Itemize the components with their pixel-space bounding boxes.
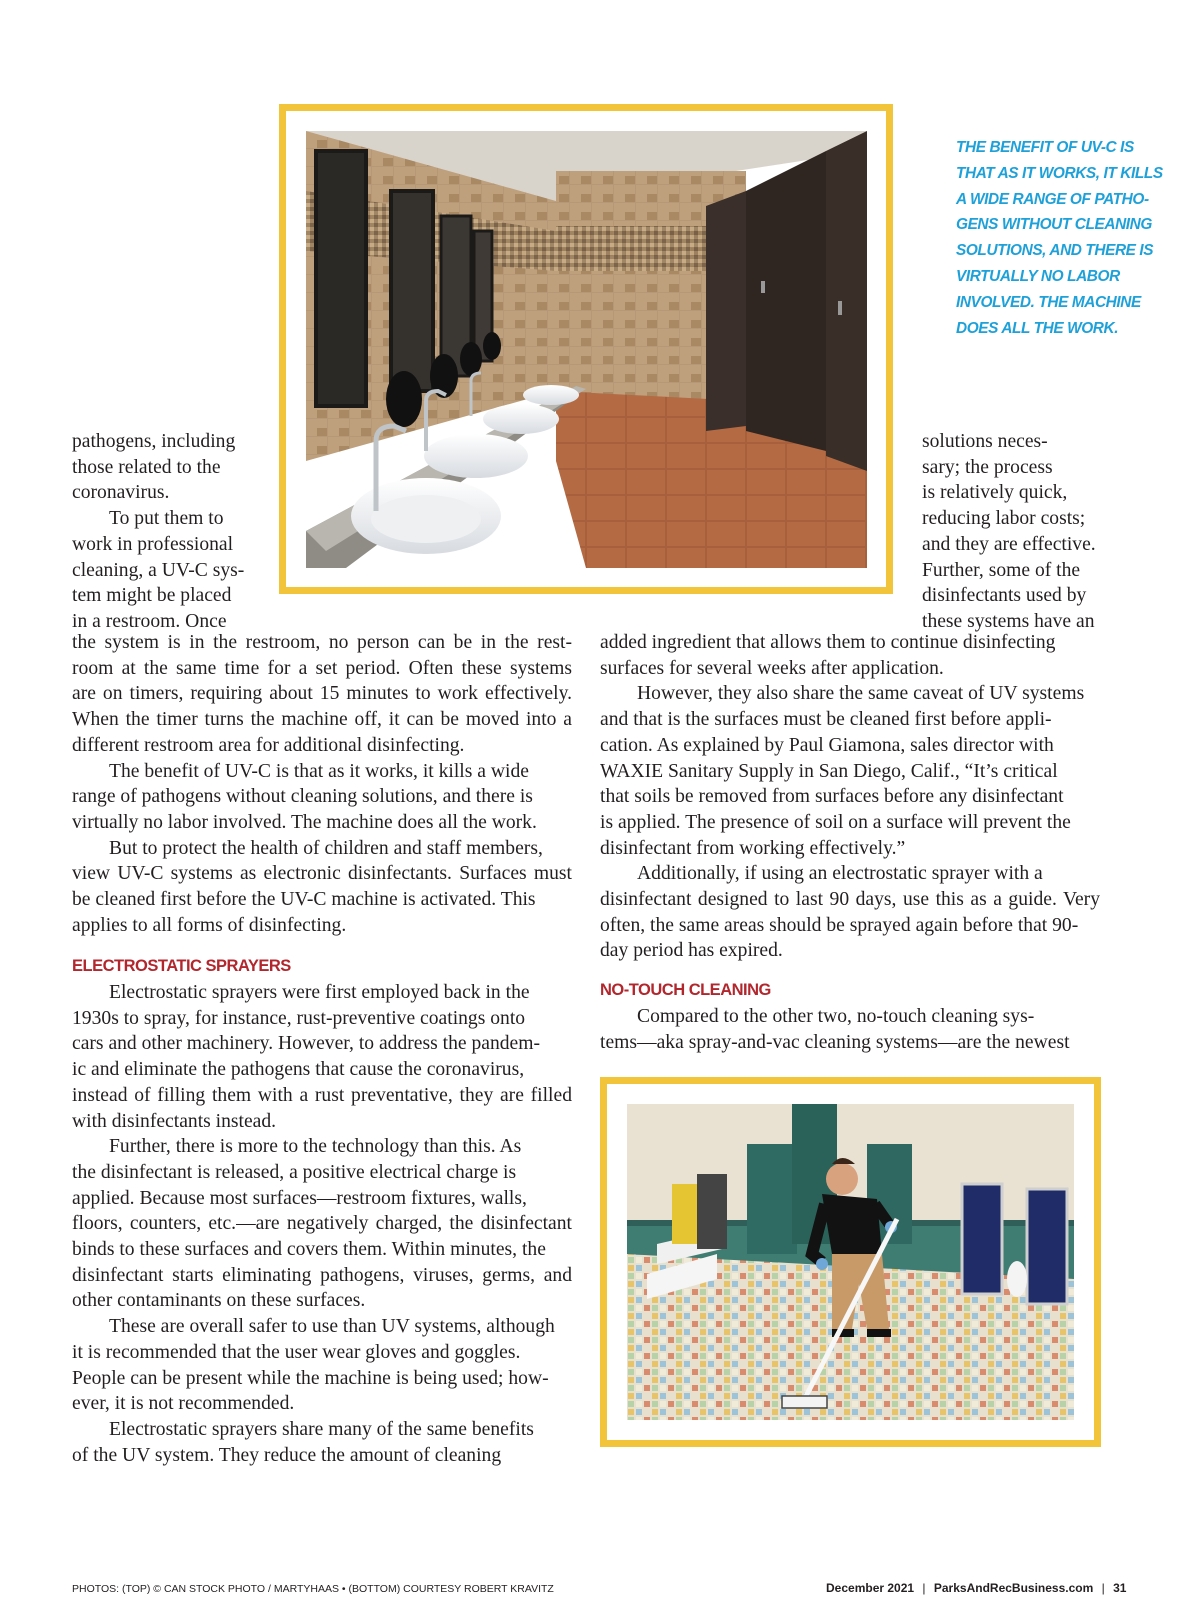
pull-quote-line: THAT AS IT WORKS, IT KILLS [956,164,1163,182]
floor-cleaning-photo [627,1104,1074,1420]
column-1-narrow-text [72,429,247,635]
text-line: tems—aka spray-and-vac cleaning systems—are the newest [600,1031,1070,1053]
column-2-narrow-text [922,429,1102,635]
text-line: cars and other machinery. However, to address the pandem- [72,1033,541,1055]
text-line: surfaces for several weeks after application. [600,657,944,679]
text-line: added ingredient that allows them to continue disinfecting [600,632,1056,653]
text-line: Electrostatic sprayers were first employed back in the [109,982,530,1003]
text-line: ic and eliminate the pathogens that cause the coronavirus, [72,1059,525,1081]
pull-quote-line: THE BENEFIT OF UV-C IS [956,139,1134,156]
text-line: binds to these surfaces and covers them. Within minutes, the [72,1239,546,1261]
text-line: coronavirus. [72,482,170,504]
text-line: solutions neces- [922,431,1048,452]
website: ParksAndRecBusiness.com [933,1581,1094,1595]
text-line: 1930s to spray, for instance, rust-preventive coatings onto [72,1007,526,1029]
pull-quote [956,135,1163,341]
section-heading-no-touch: NO-TOUCH CLEANING [600,981,771,999]
text-line: WAXIE Sanitary Supply in San Diego, Calif., “It’s critical [600,760,1058,782]
column-2-body-a [600,630,1100,964]
text-line: disinfectants used by [922,585,1087,607]
text-line: and they are effective. [922,533,1096,555]
issue-date: December 2021 [826,1581,915,1595]
text-line: room at the same time for a set period. Often these systems [72,657,572,679]
folio-separator: | [922,1581,926,1595]
text-line: Compared to the other two, no-touch cleaning sys- [637,1006,1035,1027]
text-line: work in professional [72,533,234,555]
text-line: often, the same areas should be sprayed again before that 90- [600,914,1079,936]
text-line: range of pathogens without cleaning solutions, and there is [72,786,533,808]
text-line: disinfectant designed to last 90 days, use this as a guide. Very [600,889,1100,911]
pull-quote-line: INVOLVED. THE MACHINE [956,293,1141,311]
text-line: is relatively quick, [922,482,1068,504]
text-line: disinfectant starts eliminating pathogens, viruses, germs, and [72,1264,572,1286]
text-line: those related to the [72,456,221,478]
text-line: Further, there is more to the technology than this. As [109,1136,522,1158]
text-line: is applied. The presence of soil on a surface will prevent the [600,811,1071,833]
text-line: When the timer turns the machine off, it can be moved into a [72,709,572,731]
pull-quote-line: VIRTUALLY NO LABOR [956,267,1120,285]
text-line: virtually no labor involved. The machine does all the work. [72,811,537,833]
text-line: disinfectant from working effectively.” [600,837,906,859]
text-line: that soils be removed from surfaces before any disinfectant [600,786,1064,808]
column-1-body-b [72,980,572,1468]
text-line: These are overall safer to use than UV systems, although [109,1316,555,1338]
text-line: However, they also share the same caveat of UV systems [637,683,1085,705]
text-line: People can be present while the machine is being used; how- [72,1367,549,1389]
text-line: Electrostatic sprayers share many of the same benefits [109,1418,534,1440]
text-line: tem might be placed [72,585,232,607]
text-line: of the UV system. They reduce the amount of cleaning [72,1444,502,1466]
section-heading-electrostatic: ELECTROSTATIC SPRAYERS [72,957,291,975]
page-number: 31 [1113,1581,1127,1595]
text-line: other contaminants on these surfaces. [72,1290,366,1312]
column-1-body-a [72,630,572,938]
text-line: applies to all forms of disinfecting. [72,914,347,936]
text-line: Additionally, if using an electrostatic sprayer with a [637,863,1043,885]
text-line: reducing labor costs; [922,508,1086,530]
text-line: different restroom area for additional disinfecting. [72,734,465,756]
pull-quote-line: SOLUTIONS, AND THERE IS [956,242,1154,260]
restroom-sinks-photo [306,131,867,568]
text-line: To put them to [109,508,224,530]
text-line: with disinfectants instead. [72,1110,277,1132]
pull-quote-line: GENS WITHOUT CLEANING [956,216,1152,234]
text-line: and that is the surfaces must be cleaned first before appli- [600,709,1052,731]
text-line: view UV-C systems as electronic disinfectants. Surfaces must [72,863,572,885]
text-line: sary; the process [922,456,1053,478]
text-line: these systems have an [922,610,1095,632]
text-line: the system is in the restroom, no person can be in the rest- [72,632,572,653]
text-line: are on timers, requiring about 15 minutes to work effectively. [72,683,572,705]
text-line: it is recommended that the user wear gloves and goggles. [72,1341,521,1363]
text-line: pathogens, including [72,431,236,452]
text-line: in a restroom. Once [72,610,227,632]
folio-separator: | [1101,1581,1105,1595]
pull-quote-line: DOES ALL THE WORK. [956,319,1119,337]
text-line: the disinfectant is released, a positive electrical charge is [72,1161,517,1183]
text-line: Further, some of the [922,559,1081,581]
text-line: applied. Because most surfaces—restroom fixtures, walls, [72,1187,527,1209]
folio [826,1581,1126,1595]
text-line: But to protect the health of children and staff members, [109,837,543,859]
text-line: floors, counters, etc.—are negatively charged, the disinfectant [72,1213,572,1235]
text-line: cleaning, a UV-C sys- [72,559,245,581]
text-line: The benefit of UV-C is that as it works, it kills a wide [109,760,529,782]
photo-credits: PHOTOS: (TOP) © CAN STOCK PHOTO / MARTYHAAS • (BOTTOM) COURTESY ROBERT KRAVITZ [72,1583,554,1595]
text-line: instead of filling them with a rust preventative, they are filled [72,1084,572,1106]
text-line: ever, it is not recommended. [72,1393,295,1415]
pull-quote-line: A WIDE RANGE OF PATHO- [956,190,1149,208]
text-line: be cleaned first before the UV-C machine is activated. This [72,889,536,911]
text-line: cation. As explained by Paul Giamona, sales director with [600,734,1054,756]
text-line: day period has expired. [600,940,783,962]
column-2-body-b [600,1004,1085,1055]
